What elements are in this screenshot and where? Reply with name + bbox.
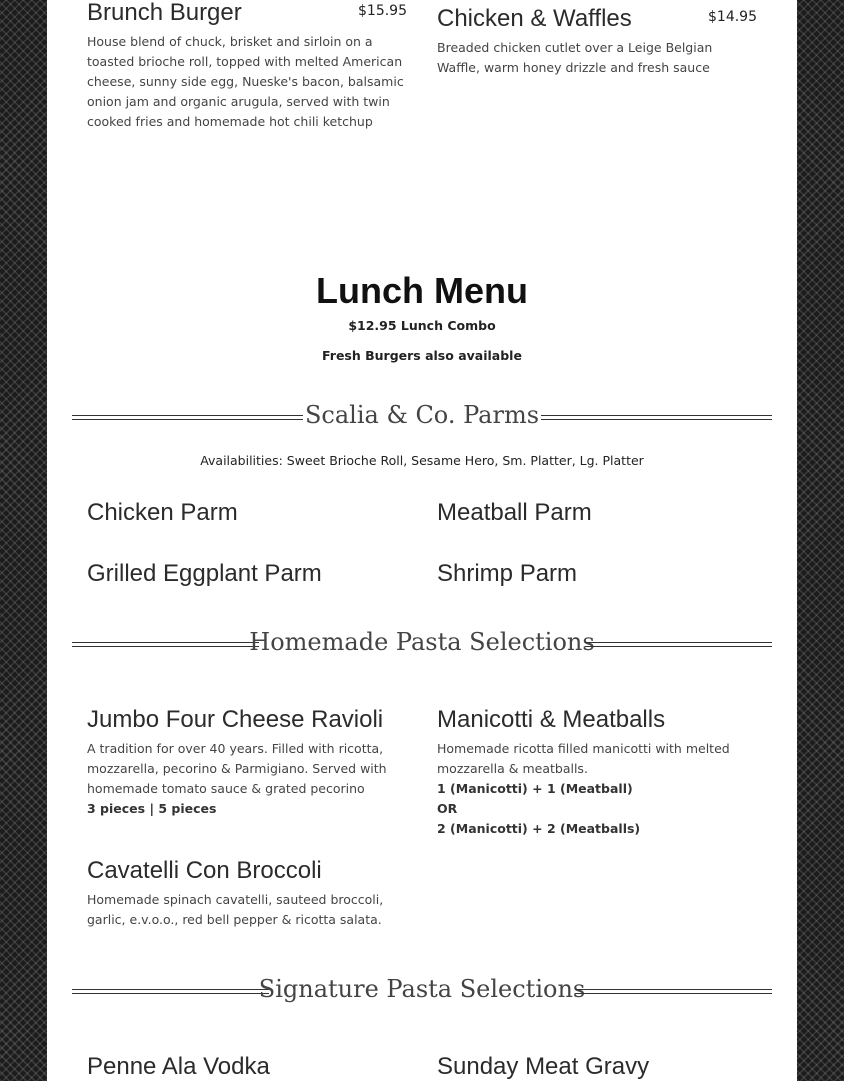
item-name: Chicken & Waffles [437,5,632,32]
item-name: Grilled Eggplant Parm [87,560,322,587]
menu-item-manicotti [437,706,757,839]
item-name: Shrimp Parm [437,560,578,587]
item-name: Brunch Burger [87,0,242,26]
parm-availability: Availabilities: Sweet Brioche Roll, Sesame Hero, Sm. Platter, Lg. Platter [200,453,644,468]
menu-item-chicken-waffles [437,5,757,78]
section-title: Signature Pasta Selections [258,975,586,1003]
item-name: Chicken Parm [87,499,238,526]
menu-item-meatball-parm [437,499,757,527]
item-name: Manicotti & Meatballs [437,706,666,733]
portion-or: OR [437,801,458,816]
section-heading-parms [72,399,772,439]
item-description [437,739,757,839]
menu-item-shrimp-parm [437,560,757,588]
item-description [87,739,407,819]
item-name: Sunday Meat Gravy [437,1053,650,1080]
item-price: $15.95 [358,3,407,19]
item-name: Jumbo Four Cheese Ravioli [87,706,384,733]
item-name: Cavatelli Con Broccoli [87,857,322,884]
menu-item-ravioli [87,706,407,819]
item-price: $14.95 [708,9,757,25]
portion-options: 3 pieces | 5 pieces [87,801,217,816]
section-heading-signature-pasta [72,973,772,1013]
item-name: Meatball Parm [437,499,592,526]
description-text: Homemade ricotta filled manicotti with melted mozzarella & meatballs. [437,741,730,776]
lunch-combo-price: $12.95 Lunch Combo [348,318,496,333]
portion-option-2: 2 (Manicotti) + 2 (Meatballs) [437,821,641,836]
item-description: Breaded chicken cutlet over a Leige Belgian Waffle, warm honey drizzle and fresh sauce [437,40,713,75]
menu-item-eggplant-parm [87,560,407,588]
menu-panel [47,0,797,1081]
divider-right [585,642,772,647]
divider-right [541,415,772,420]
section-title: Homemade Pasta Selections [249,628,595,656]
portion-option-1: 1 (Manicotti) + 1 (Meatball) [437,781,633,796]
section-heading-homemade-pasta [72,626,772,666]
section-title: Scalia & Co. Parms [304,401,540,429]
menu-item-sunday-gravy [437,1053,757,1081]
menu-item-brunch-burger [87,0,407,132]
menu-item-chicken-parm [87,499,407,527]
lunch-menu-title: Lunch Menu [316,270,528,311]
menu-item-cavatelli [87,857,407,930]
divider-right [575,989,772,994]
menu-item-penne-vodka [87,1053,407,1081]
item-description: Homemade spinach cavatelli, sauteed broccoli, garlic, e.v.o.o., red bell pepper & ricotta salata. [87,892,384,927]
item-name: Penne Ala Vodka [87,1053,270,1080]
lunch-burgers-note: Fresh Burgers also available [322,348,522,363]
item-description: House blend of chuck, brisket and sirloin on a toasted brioche roll, topped with melted American cheese, sunny side egg, Nueske's bacon, balsamic onion jam and organic arugula, served with twin cooked fries and homemade hot chili ketchup [87,34,404,129]
description-text: A tradition for over 40 years. Filled with ricotta, mozzarella, pecorino & Parmigiano. Served with homemade tomato sauce & grated pecorino [87,741,387,796]
